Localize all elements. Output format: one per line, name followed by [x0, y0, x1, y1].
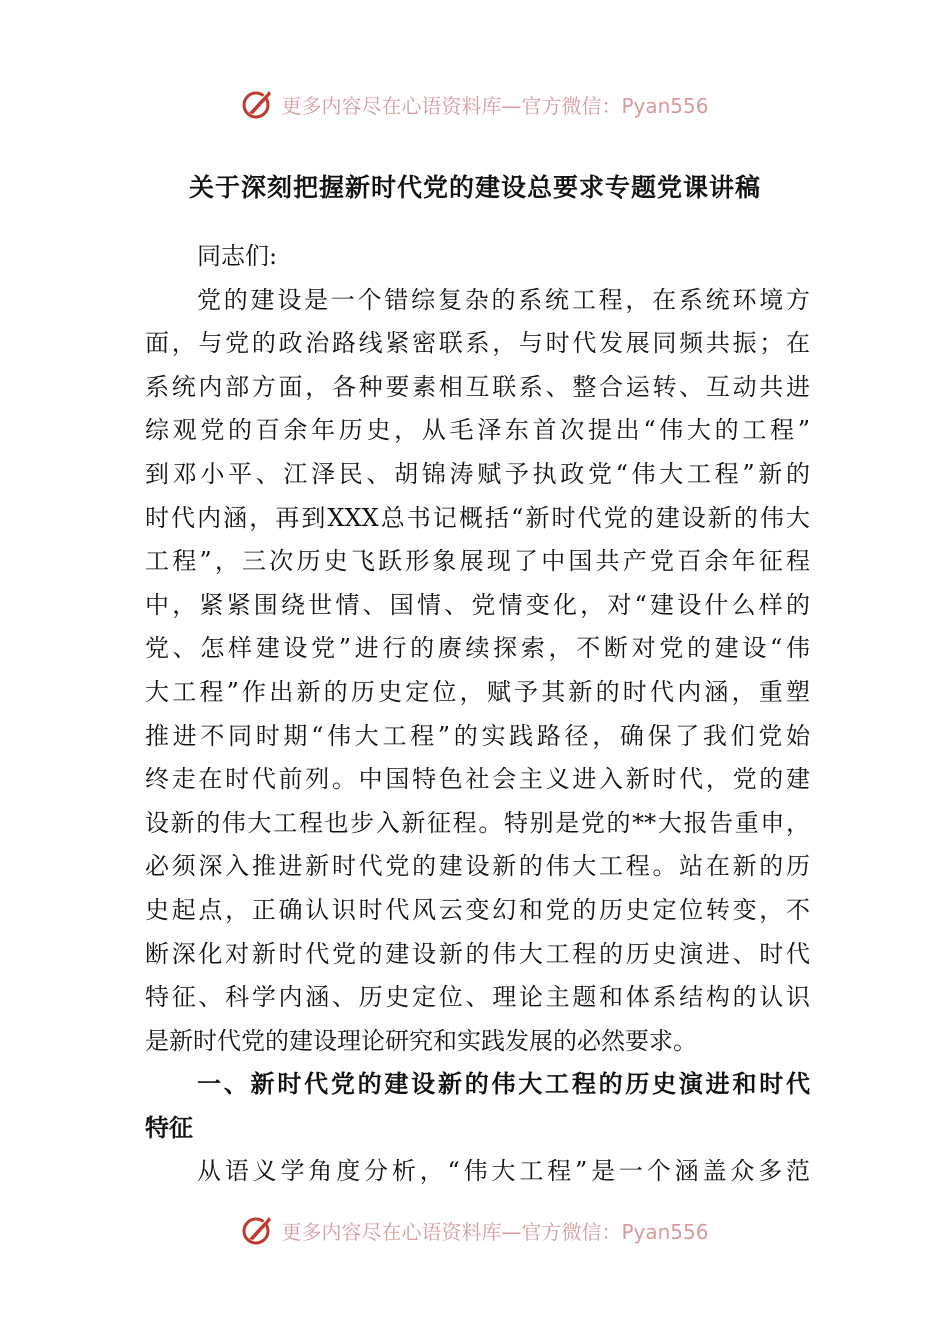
body-line: 中，紧紧围绕世情、国情、党情变化，对“建设什么样的: [145, 590, 810, 619]
body-line: 设新的伟大工程也步入新征程。特别是党的**大报告重申，: [145, 808, 810, 837]
salutation: 同志们:: [197, 242, 278, 270]
footer-banner: [0, 1210, 950, 1250]
quill-circle-logo-icon: [241, 1213, 275, 1247]
body-line: 特征、科学内涵、历史定位、理论主题和体系结构的认识: [145, 983, 810, 1012]
body-line: 大工程”作出新的历史定位，赋予其新的时代内涵，重塑: [145, 677, 810, 706]
quill-circle-logo-icon: [241, 87, 275, 121]
section-heading-continued: 特征: [145, 1113, 193, 1142]
body-line: 时代内涵，再到XXX总书记概括“新时代党的建设新的伟大: [145, 503, 810, 532]
body-line: 到邓小平、江泽民、胡锦涛赋予执政党“伟大工程”新的: [145, 459, 810, 488]
body-line: 推进不同时期“伟大工程”的实践路径，确保了我们党始: [145, 721, 810, 750]
section-heading: 一、新时代党的建设新的伟大工程的历史演进和时代: [197, 1070, 810, 1099]
banner-text: 更多内容尽在心语资料库—官方微信：Pyan556: [281, 1219, 709, 1244]
document-title: 关于深刻把握新时代党的建设总要求专题党课讲稿: [188, 173, 761, 202]
body-line: 工程”，三次历史飞跃形象展现了中国共产党百余年征程: [145, 547, 810, 576]
body-line: 党的建设是一个错综复杂的系统工程，在系统环境方: [197, 285, 810, 314]
body-line: 断深化对新时代党的建设新的伟大工程的历史演进、时代: [145, 939, 810, 968]
banner-text: 更多内容尽在心语资料库—官方微信：Pyan556: [281, 93, 709, 118]
body-line: 是新时代党的建设理论研究和实践发展的必然要求。: [145, 1026, 697, 1055]
body-line: 综观党的百余年历史，从毛泽东首次提出“伟大的工程”: [145, 416, 810, 445]
body-line: 系统内部方面，各种要素相互联系、整合运转、互动共进: [145, 372, 810, 401]
body-line: 必须深入推进新时代党的建设新的伟大工程。站在新的历: [145, 852, 810, 881]
body-line: 从语义学角度分析，“伟大工程”是一个涵盖众多范: [197, 1157, 810, 1186]
document-body: [145, 235, 810, 1194]
body-line: 面，与党的政治路线紧密联系，与时代发展同频共振；在: [145, 329, 810, 358]
header-banner: [0, 84, 950, 124]
body-line: 党、怎样建设党”进行的赓续探索，不断对党的建设“伟: [145, 634, 810, 663]
body-line: 史起点，正确认识时代风云变幻和党的历史定位转变，不: [145, 895, 810, 924]
body-line: 终走在时代前列。中国特色社会主义进入新时代，党的建: [145, 765, 810, 794]
